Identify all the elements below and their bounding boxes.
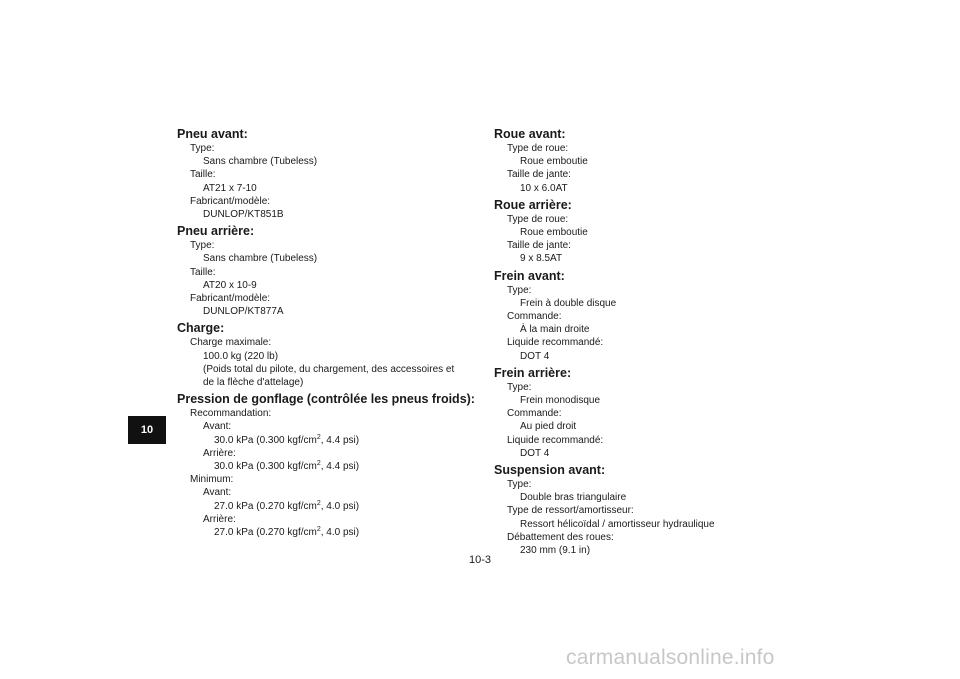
page-number: 10-3 [468,554,492,566]
section-heading-front-brake: Frein avant: [494,268,565,283]
exponent: 2 [316,499,321,507]
spec-label: Charge maximale: [190,337,272,349]
value-text: 27.0 kPa (0.270 kgf/cm [214,500,317,512]
spec-value: Au pied droit [520,421,577,433]
spec-sublabel: Arrière: [203,513,236,525]
spec-label: Minimum: [190,474,234,486]
spec-value: DUNLOP/KT851B [203,209,284,221]
spec-value: DUNLOP/KT877A [203,306,284,318]
spec-value: AT21 x 7-10 [203,182,257,194]
spec-sublabel: Avant: [203,421,232,433]
section-heading-rear-tire: Pneu arrière: [177,224,255,239]
section-heading-rear-wheel: Roue arrière: [494,197,572,212]
section-heading-front-tire: Pneu avant: [177,127,248,141]
spec-value: Ressort hélicoïdal / amortisseur hydraulique [520,518,715,530]
spec-label: Liquide recommandé: [507,337,604,349]
spec-label: Type de ressort/amortisseur: [507,505,634,517]
left-column [177,124,477,539]
chapter-tab: 10 [128,416,166,444]
spec-sublabel: Arrière: [203,447,236,459]
exponent: 2 [316,526,321,534]
spec-label: Type: [190,143,215,154]
spec-label: Fabricant/modèle: [190,293,271,305]
spec-value [177,500,477,513]
value-text: 27.0 kPa (0.270 kgf/cm [214,527,317,539]
spec-value: 100.0 kg (220 lb) [203,350,279,362]
spec-label: Commande: [507,311,562,323]
spec-value: Double bras triangulaire [520,492,627,504]
value-text: , 4.4 psi) [320,461,360,473]
spec-label: Recommandation: [190,408,272,420]
exponent: 2 [316,433,321,441]
spec-value [177,434,477,447]
spec-label: Liquide recommandé: [507,434,604,446]
value-text: 30.0 kPa (0.300 kgf/cm [214,434,317,446]
spec-value [177,460,477,473]
spec-label: Type: [190,240,215,252]
section-heading-load: Charge: [177,321,225,336]
spec-value: Sans chambre (Tubeless) [203,156,318,168]
spec-sublabel: Avant: [203,487,232,499]
spec-label: Fabricant/modèle: [190,195,271,207]
spec-value: DOT 4 [520,350,550,362]
spec-label: Commande: [507,408,562,420]
spec-label: Type de roue: [507,143,569,154]
value-text: , 4.0 psi) [320,500,360,512]
spec-value: Frein à double disque [520,297,617,309]
value-text: , 4.4 psi) [320,434,360,446]
spec-value: Roue emboutie [520,227,588,239]
spec-label: Taille: [190,266,216,278]
spec-value: 9 x 8.5AT [520,253,563,265]
section-heading-front-suspension: Suspension avant: [494,463,606,478]
spec-label: Débattement des roues: [507,531,614,543]
spec-value: À la main droite [520,324,590,336]
watermark: carmanualsonline.info [566,646,775,669]
spec-label: Type de roue: [507,213,569,225]
spec-label: Taille: [190,169,216,181]
spec-note: de la flèche d'attelage) [203,377,304,389]
spec-value: Roue emboutie [520,156,588,168]
spec-label: Type: [507,479,532,491]
exponent: 2 [316,460,321,468]
spec-value: Frein monodisque [520,395,601,407]
value-text: 30.0 kPa (0.300 kgf/cm [214,461,317,473]
spec-value: 230 mm (9.1 in) [520,545,591,557]
value-text: , 4.0 psi) [320,527,360,539]
section-heading-rear-brake: Frein arrière: [494,365,572,380]
spec-value: DOT 4 [520,447,550,459]
spec-value [177,526,477,539]
spec-label: Type: [507,284,532,296]
spec-note: (Poids total du pilote, du chargement, des accessoires et [203,363,455,375]
spec-value: Sans chambre (Tubeless) [203,253,318,265]
spec-value: AT20 x 10-9 [203,279,257,291]
spec-label: Taille de jante: [507,240,571,252]
spec-value: 10 x 6.0AT [520,182,568,194]
section-heading-pressure: Pression de gonflage (contrôlée les pneus froids): [177,392,475,407]
section-heading-front-wheel: Roue avant: [494,127,566,141]
spec-label: Taille de jante: [507,169,571,181]
spec-label: Type: [507,381,532,393]
right-column [494,124,794,557]
